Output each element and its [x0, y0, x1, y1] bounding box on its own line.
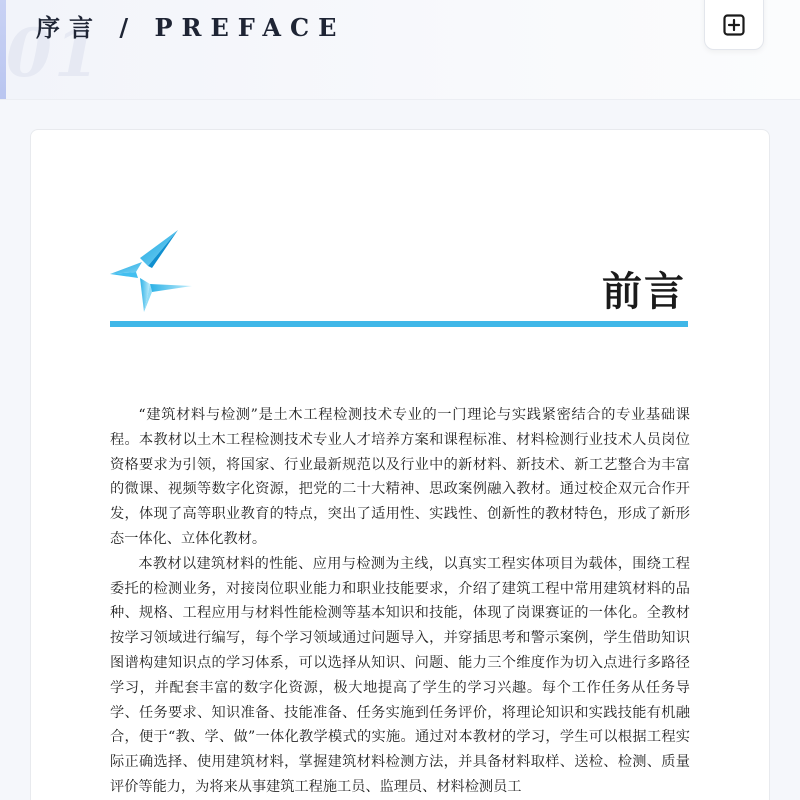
title-underline [110, 321, 688, 327]
section-title: 序言 / PREFACE [36, 13, 346, 42]
document-title: 前言 [602, 268, 686, 315]
star-logo-icon [108, 228, 194, 314]
plus-square-icon [722, 13, 746, 37]
add-button[interactable] [704, 0, 764, 50]
section-number: 01 [6, 14, 102, 92]
paragraph: “建筑材料与检测”是土木工程检测技术专业的一门理论与实践紧密结合的专业基础课程。本教材以土木工程检测技术专业人才培养方案和课程标准、材料检测行业技术人员岗位资格要求为引领，将国家、行业最新规范以及行业中的新材料、新技术、新工艺整合为丰富的微课、视频等数字化资源，把党的二十大精神、思政案例融入教材。通过校企双元合作开发，体现了高等职业教育的特点，突出了适用性、实践性、创新性的教材特色，形成了新形态一体化、立体化教材。 [110, 407, 690, 547]
paragraph: 本教材以建筑材料的性能、应用与检测为主线，以真实工程实体项目为载体，围绕工程委托的检测业务，对接岗位职业能力和职业技能要求，介绍了建筑工程中常用建筑材料的品种、规格、工程应用与材料性能检测等基本知识和技能，体现了岗课赛证的一体化。全教材按学习领域进行编写，每个学习领域通过问题导入，并穿插思考和警示案例，学生借助知识图谱构建知识点的学习体系，可以选择从知识、问题、能力三个维度作为切入点进行多路径学习，并配套丰富的数字化资源，极大地提高了学生的学习兴趣。每个工作任务从任务导学、任务要求、知识准备、技能准备、任务实施到任务评价，将理论知识和实践技能有机融合，便于“教、学、做”一体化教学模式的实施。通过对本教材的学习，学生可以根据工程实际正确选择、使用建筑材料，掌握建筑材料检测方法，并具备材料取样、送检、检测、质量评价等能力，为将来从事建筑工程施工员、监理员、材料检测员工 [110, 555, 690, 795]
section-header [0, 0, 800, 100]
document-body [110, 403, 690, 800]
